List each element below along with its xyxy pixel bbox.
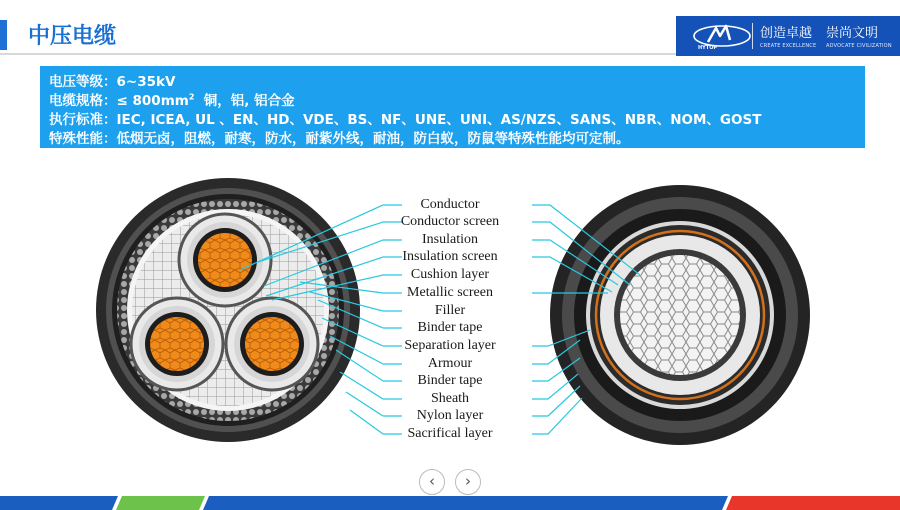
spec-size-prefix: 电缆规格：≤ 800mm — [49, 93, 189, 109]
spec-standards: 执行标准：IEC, ICEA, UL 、EN、HD、VDE、BS、NF、UNE、UNI、AS/NZS、SANS、NBR、NOM、GOST — [49, 112, 762, 128]
logo-slogan-right: 崇尚文明 — [826, 26, 879, 41]
footer-stripe — [0, 490, 900, 510]
title-bar — [0, 16, 678, 60]
layer-label: Separation layer — [404, 338, 496, 353]
title-accent-bar — [0, 20, 7, 50]
layer-label: Filler — [434, 303, 466, 318]
layer-label: Conductor — [420, 197, 480, 212]
layer-label: Armour — [427, 356, 473, 371]
layer-label: Conductor screen — [400, 214, 500, 229]
logo-separator — [752, 23, 753, 49]
layer-label: Nylon layer — [416, 408, 484, 423]
logo-sub-left: CREATE EXCELLENCE — [760, 43, 817, 49]
spec-features: 特殊性能：低烟无卤，阻燃，耐寒，防水，耐紫外线，耐油，防白蚁，防鼠等特殊性能均可定制。 — [49, 131, 630, 147]
layer-label: Binder tape — [417, 320, 483, 335]
spec-size-sup: 2 — [188, 92, 195, 102]
spec-size — [49, 89, 295, 109]
spec-panel — [40, 66, 865, 148]
layer-label: Sheath — [430, 391, 470, 406]
spec-size-suffix: 铜，铝, 铝合金 — [194, 93, 295, 109]
chevron-right-icon: › — [465, 472, 471, 490]
logo-slogan-left: 创造卓越 — [760, 26, 813, 41]
layer-label: Insulation screen — [402, 249, 498, 264]
company-logo — [676, 16, 900, 56]
layer-label: Sacrifical layer — [407, 426, 493, 441]
layer-label: Insulation — [422, 232, 478, 247]
spec-voltage: 电压等级：6~35kV — [49, 74, 176, 90]
layer-label: Metallic screen — [407, 285, 493, 300]
chevron-left-icon: ‹ — [429, 472, 435, 490]
layer-label: Binder tape — [417, 373, 483, 388]
logo-brand-text: HYTOP — [698, 45, 718, 51]
logo-sub-right: ADVOCATE CIVILIZATION — [826, 43, 892, 49]
title-divider — [0, 53, 678, 55]
page-title: 中压电缆 — [28, 24, 117, 49]
layer-label: Cushion layer — [410, 267, 490, 282]
cable-diagram — [0, 160, 900, 460]
